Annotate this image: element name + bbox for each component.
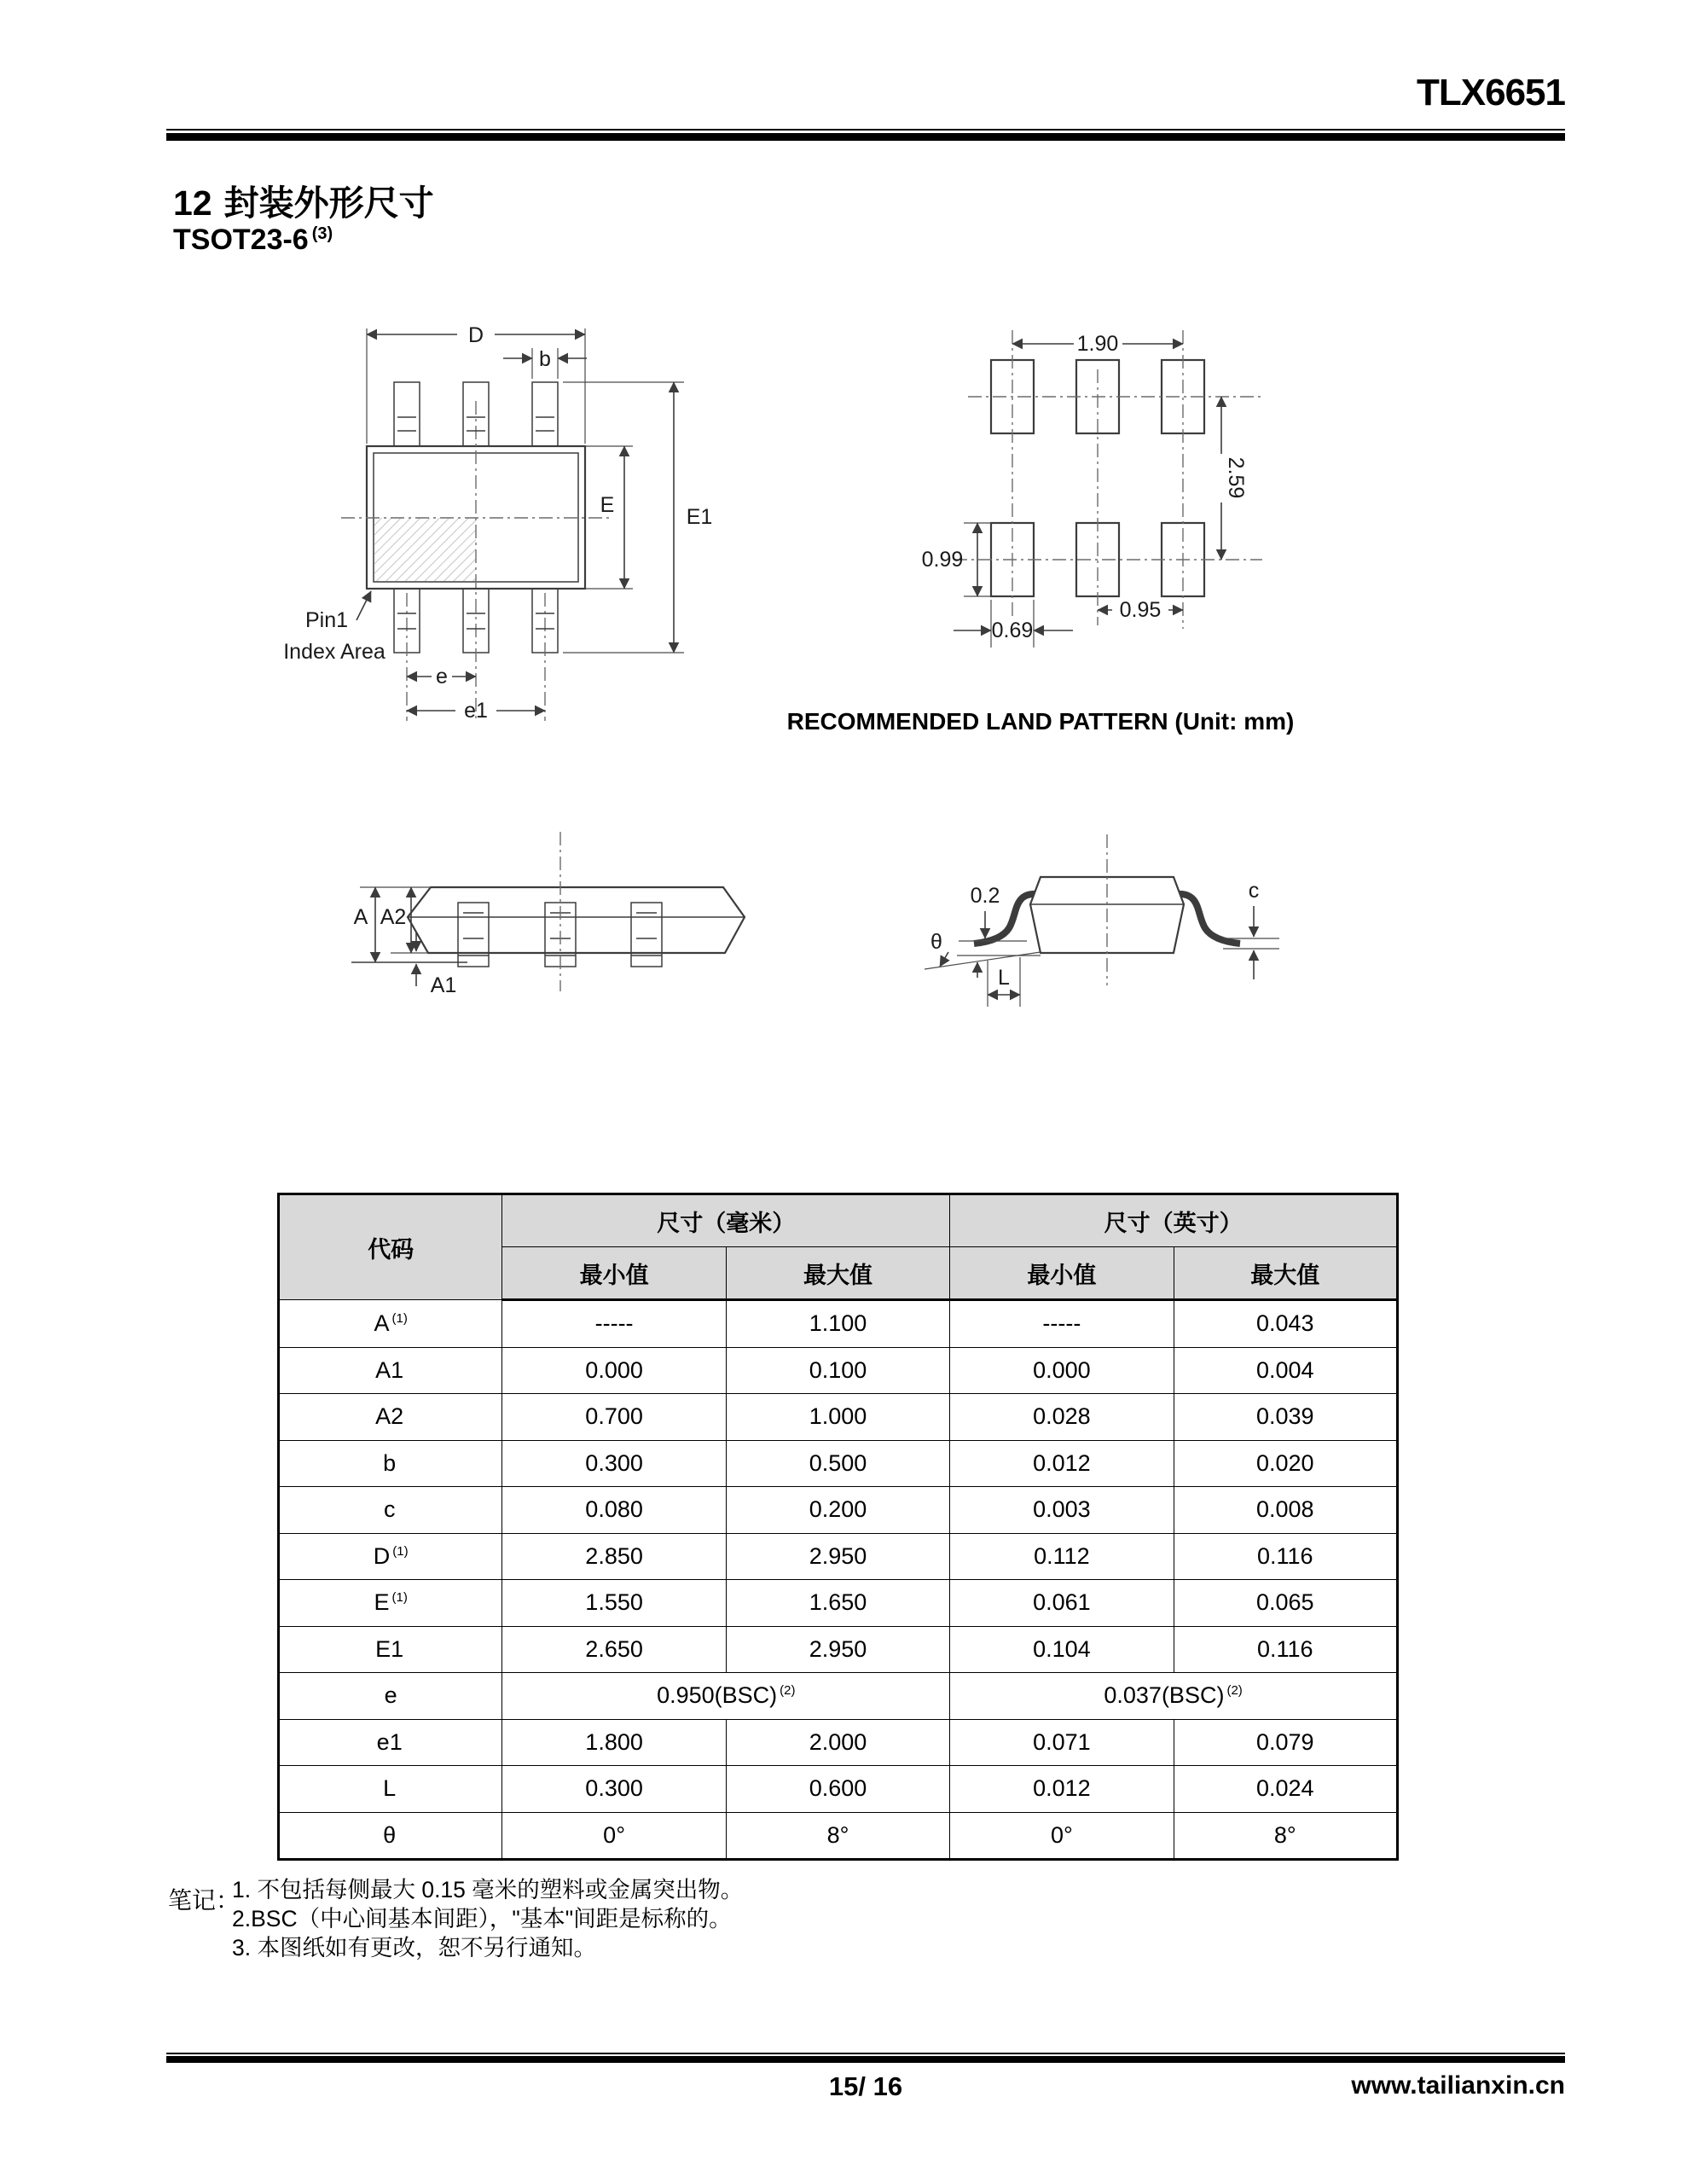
- dim-label-A1: A1: [430, 973, 457, 997]
- dim-label-0-69: 0.69: [991, 619, 1034, 642]
- table-row: E1 2.650 2.950 0.104 0.116: [279, 1626, 1398, 1673]
- col-header-inch: 尺寸（英寸）: [950, 1194, 1398, 1247]
- notes-label: 笔记：: [168, 1887, 241, 1914]
- header-rule-thin: [166, 129, 1565, 131]
- pin1-label: Pin1: [304, 608, 349, 632]
- header-rule: [166, 133, 1565, 141]
- dim-b: [503, 347, 587, 379]
- table-row: θ 0° 8° 0° 8°: [279, 1812, 1398, 1860]
- dim-L: [988, 957, 1020, 1007]
- footer-rule-thin: [166, 2053, 1565, 2054]
- section-title-text: 封装外形尺寸: [223, 183, 434, 223]
- table-row: e1 1.800 2.000 0.071 0.079: [279, 1719, 1398, 1766]
- footer-rule: [166, 2056, 1565, 2063]
- land-pattern-caption: RECOMMENDED LAND PATTERN (Unit: mm): [786, 708, 1295, 735]
- col-header-in-max: 最大值: [1174, 1247, 1397, 1300]
- note-item: 2.BSC（中心间基本间距），"基本"间距是标称的。: [232, 1906, 732, 1931]
- dim-label-D: D: [467, 323, 484, 347]
- index-area-label: Index Area: [283, 640, 386, 664]
- dim-D: [367, 323, 585, 444]
- dim-pitch: [1098, 598, 1183, 622]
- land-pattern-drawing: [904, 311, 1348, 678]
- section-title: [173, 175, 434, 225]
- dim-c: [1223, 879, 1279, 979]
- dim-label-0-99: 0.99: [921, 548, 964, 572]
- table-row: E $^{(1)}$ 1.550 1.650 0.061 0.065: [279, 1580, 1398, 1627]
- col-header-mm-min: 最小值: [502, 1247, 726, 1300]
- dim-theta: [925, 930, 1041, 969]
- section-number: 12: [173, 183, 212, 223]
- dim-label-E: E: [600, 493, 615, 517]
- dim-label-0-95: 0.95: [1119, 598, 1162, 622]
- col-header-mm-max: 最大值: [726, 1247, 949, 1300]
- table-row: D $^{(1)}$ 2.850 2.950 0.112 0.116: [279, 1533, 1398, 1580]
- dim-label-0-2: 0.2: [970, 884, 1000, 908]
- dimension-table: [277, 1193, 1399, 1861]
- package-side-view-drawing: [878, 793, 1339, 1041]
- dim-label-c: c: [1248, 879, 1260, 903]
- table-row: L 0.300 0.600 0.012 0.024: [279, 1766, 1398, 1813]
- col-header-code: 代码: [279, 1194, 502, 1300]
- dim-e1: [407, 699, 545, 723]
- dim-label-A2: A2: [380, 905, 407, 929]
- pin1-callout: [283, 591, 386, 664]
- dim-label-L: L: [998, 966, 1010, 990]
- package-name-text: TSOT23-6: [173, 224, 309, 256]
- col-header-in-min: 最小值: [950, 1247, 1174, 1300]
- dim-label-1-90: 1.90: [1076, 332, 1119, 356]
- table-row: b 0.300 0.500 0.012 0.020: [279, 1440, 1398, 1487]
- table-row: A1 0.000 0.100 0.000 0.004: [279, 1347, 1398, 1394]
- dim-row-span: [1221, 397, 1248, 560]
- package-front-view-drawing: [307, 810, 785, 1049]
- notes-section: [168, 1875, 743, 1962]
- page-number: 15/ 16: [828, 2071, 903, 2101]
- package-top-view-drawing: [205, 299, 819, 742]
- dim-label-theta: θ: [930, 930, 942, 954]
- package-name: [173, 224, 333, 257]
- dim-pitch-span: [1012, 332, 1183, 356]
- package-name-superscript: (3): [311, 224, 333, 243]
- dim-pad-width: [954, 600, 1073, 648]
- col-header-mm: 尺寸（毫米）: [502, 1194, 950, 1247]
- website-url: www.tailianxin.cn: [1351, 2071, 1565, 2100]
- dim-label-2-59: 2.59: [1224, 456, 1248, 499]
- dim-label-E1: E1: [686, 505, 713, 529]
- dim-label-A: A: [353, 905, 368, 929]
- dim-label-e1: e1: [464, 699, 488, 723]
- dim-standoff: [959, 884, 1027, 978]
- doc-part-number: TLX6651: [1417, 72, 1565, 113]
- dim-e: [407, 665, 476, 688]
- table-row: A2 0.700 1.000 0.028 0.039: [279, 1394, 1398, 1441]
- note-item: 3. 本图纸如有更改，恕不另行通知。: [232, 1935, 596, 1960]
- table-row: A $^{(1)}$ ----- 1.100 ----- 0.043: [279, 1300, 1398, 1348]
- dim-label-b: b: [539, 347, 551, 371]
- table-row: e 0.950(BSC) $^{(2)}$ 0.037(BSC) $^{(2)}$: [279, 1673, 1398, 1720]
- dim-label-e: e: [436, 665, 448, 688]
- note-item: 1. 不包括每侧最大 0.15 毫米的塑料或金属突出物。: [232, 1877, 744, 1902]
- pin1-index-hatch-area: [374, 518, 476, 581]
- table-row: c 0.080 0.200 0.003 0.008: [279, 1487, 1398, 1534]
